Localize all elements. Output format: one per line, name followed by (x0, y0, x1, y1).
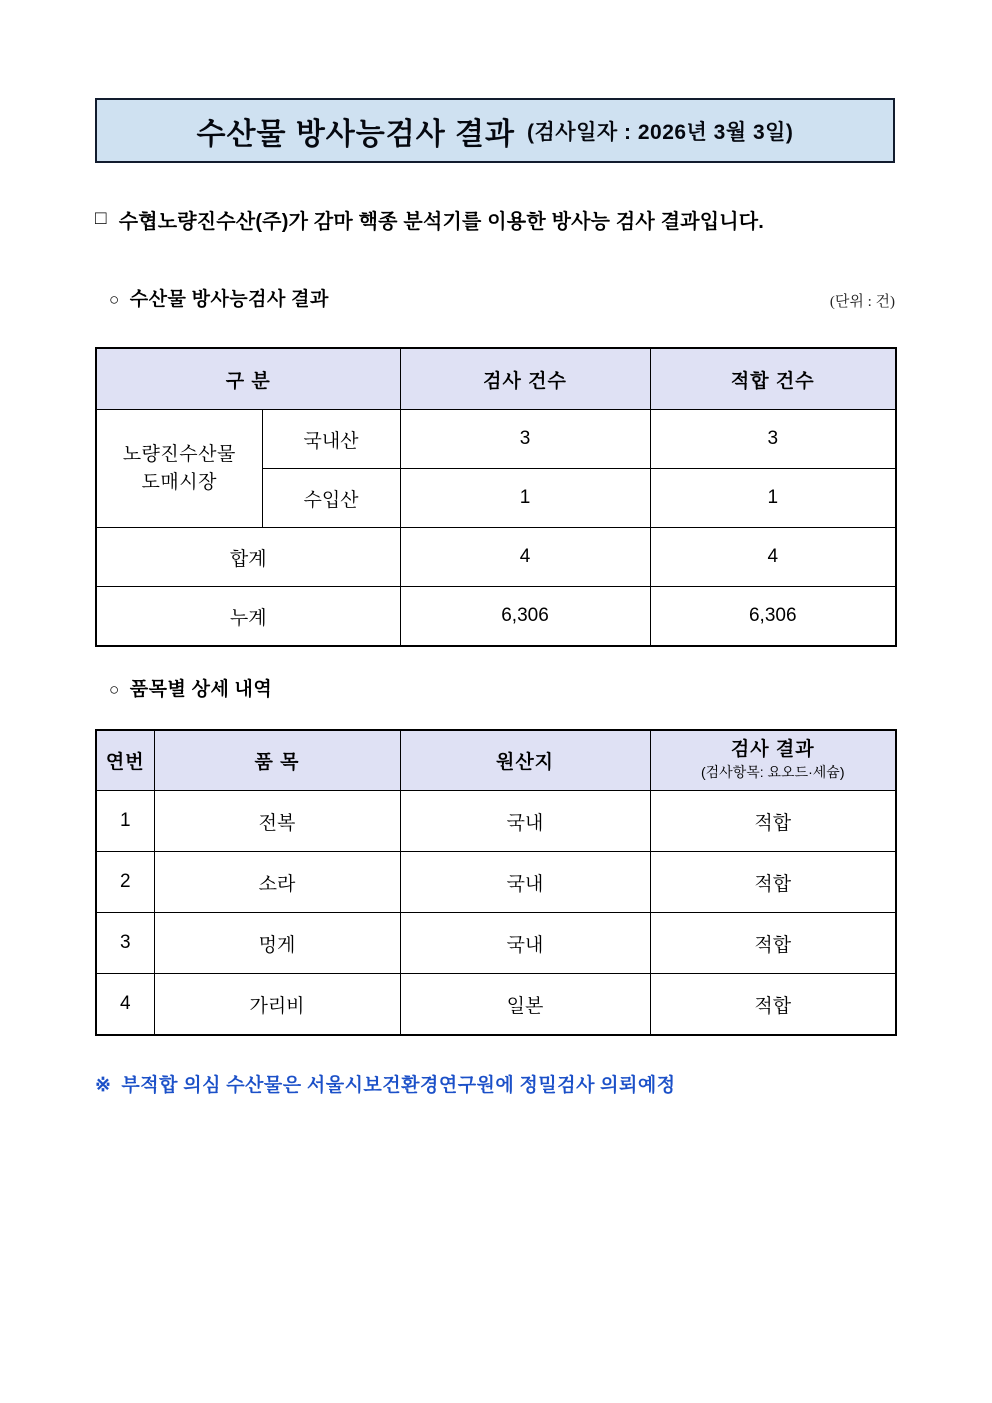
summary-header-inspections: 검사 건수 (400, 348, 650, 410)
domestic-passed-cell: 3 (650, 410, 896, 469)
row-result: 적합 (650, 974, 896, 1036)
summary-header-category: 구 분 (96, 348, 400, 410)
intro-paragraph (95, 205, 895, 234)
market-name-line2: 도매시장 (141, 471, 217, 493)
row-result: 적합 (650, 852, 896, 913)
cumulative-inspections-cell: 6,306 (400, 587, 650, 647)
market-name-line1: 노량진수산물 (122, 443, 236, 465)
section-detail-heading (95, 674, 895, 701)
row-origin: 일본 (400, 974, 650, 1036)
detail-table (95, 729, 897, 1036)
row-item: 멍게 (154, 913, 400, 974)
row-result: 적합 (650, 913, 896, 974)
summary-header-row (96, 348, 896, 410)
circle-bullet-icon: ○ (109, 290, 120, 309)
row-no: 3 (96, 913, 154, 974)
total-inspections-cell: 4 (400, 528, 650, 587)
cumulative-passed-cell: 6,306 (650, 587, 896, 647)
summary-header-passed: 적합 건수 (650, 348, 896, 410)
circle-bullet-icon: ○ (109, 680, 120, 699)
cumulative-row (96, 587, 896, 647)
summary-table (95, 347, 897, 647)
row-no: 1 (96, 791, 154, 852)
section-detail-title (95, 674, 272, 701)
row-item: 전복 (154, 791, 400, 852)
section-summary-heading (95, 284, 895, 311)
section-summary-title (95, 284, 329, 311)
title-banner (95, 98, 895, 163)
imported-passed-cell: 1 (650, 469, 896, 528)
row-origin: 국내 (400, 791, 650, 852)
footnote (95, 1070, 895, 1097)
row-item: 소라 (154, 852, 400, 913)
row-no: 4 (96, 974, 154, 1036)
section-detail-label: 품목별 상세 내역 (129, 679, 273, 700)
row-result: 적합 (650, 791, 896, 852)
intro-text: 수협노량진수산(주)가 감마 핵종 분석기를 이용한 방사능 검사 결과입니다. (118, 211, 765, 233)
detail-header-result-sub: (검사항목: 요오드·세슘) (701, 764, 845, 781)
document-content (95, 0, 895, 1097)
table-row (96, 974, 896, 1036)
reference-mark-icon: ※ (95, 1075, 112, 1096)
row-origin: 국내 (400, 913, 650, 974)
imported-inspections-cell: 1 (400, 469, 650, 528)
total-passed-cell: 4 (650, 528, 896, 587)
section-summary-label: 수산물 방사능검사 결과 (129, 289, 329, 310)
detail-header-origin: 원산지 (400, 730, 650, 791)
table-row (96, 913, 896, 974)
total-label-cell: 합계 (96, 528, 400, 587)
inspection-date: (검사일자 : 2026년 3월 3일) (527, 120, 794, 144)
origin-imported-cell: 수입산 (262, 469, 400, 528)
table-row (96, 410, 896, 469)
cumulative-label-cell: 누계 (96, 587, 400, 647)
unit-note: (단위 : 건) (829, 294, 895, 310)
detail-header-result (650, 730, 896, 791)
row-origin: 국내 (400, 852, 650, 913)
detail-header-row (96, 730, 896, 791)
footnote-text: 부적합 의심 수산물은 서울시보건환경연구원에 정밀검사 의뢰예정 (121, 1075, 676, 1096)
square-bullet-icon: □ (95, 207, 107, 229)
page-title: 수산물 방사능검사 결과 (196, 117, 516, 151)
market-name-cell (96, 410, 262, 528)
table-row (96, 791, 896, 852)
detail-header-result-main: 검사 결과 (730, 738, 815, 760)
detail-header-item: 품 목 (154, 730, 400, 791)
row-item: 가리비 (154, 974, 400, 1036)
table-row (96, 852, 896, 913)
row-no: 2 (96, 852, 154, 913)
total-row (96, 528, 896, 587)
domestic-inspections-cell: 3 (400, 410, 650, 469)
detail-header-no: 연번 (96, 730, 154, 791)
origin-domestic-cell: 국내산 (262, 410, 400, 469)
